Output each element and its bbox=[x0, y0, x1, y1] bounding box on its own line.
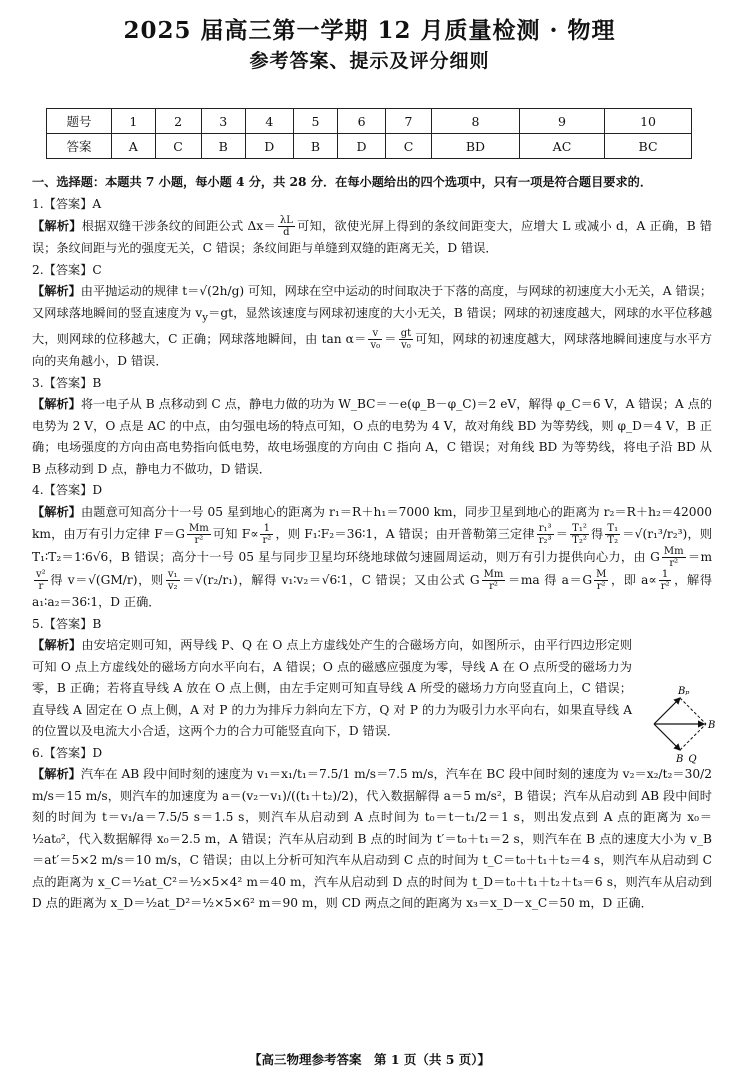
explanation-tag: 【解析】 bbox=[32, 638, 82, 653]
q4-text-d: ＝ bbox=[555, 527, 569, 542]
q4-formula: $\frac{Mm}{\text{r²}}$ bbox=[189, 523, 209, 547]
q4-formula: $\frac{\text{T₁}}{\text{T₂}}$ bbox=[607, 523, 619, 547]
explanation-tag: 【解析】 bbox=[32, 397, 81, 412]
q4-formula: $\frac{Mm}{\text{r²}}$ bbox=[483, 569, 504, 593]
q2-explanation: 【解析】由平抛运动的规律 t＝√(2h/g) 可知，网球在空中运动的时间取决于下落的高度，与网球的初速度大小无关，A 错误；又网球落地瞬间的竖直速度为 $v_y=gt$，显然该速度与网球初速度的大小无关，B 错误；网球的初速度越大，网球的水平位移越大，则网球的位移越大，C 正确；网球落地瞬间，由 tan α＝ $\frac{v}{\text{v₀}}$ ＝ $\frac{gt}{\text{v₀}}$ 可知，网球的初速度越大，网球落地瞬间速度与水平方向的夹角越小，D 错误． bbox=[32, 284, 713, 369]
q4-text-j: ＝ma 得 a＝G bbox=[507, 573, 593, 588]
table-cell: 5 bbox=[293, 109, 337, 134]
table-cell: 4 bbox=[245, 109, 293, 134]
label-bq: B_Q bbox=[676, 754, 697, 764]
table-cell: 10 bbox=[605, 109, 692, 134]
explanation-tag: 【解析】 bbox=[32, 767, 81, 782]
explanation-tag: 【解析】 bbox=[32, 219, 82, 233]
q1-explanation bbox=[32, 215, 712, 260]
q3-text: 将一电子从 B 点移动到 C 点，静电力做的功为 W_BC＝－e(φ_B－φ_C)＝2 eV，解得 φ_C＝6 V，A 错误；A 点的电势为 2 V，O 点是 AC 的中点，由匀强电场的特点可知，O 点的电势为 4 V，故对角线 BD 为等势线，则 φ_D＝4 V，B 正确；电场强度的方向由高电势指向低电势，故电场强度的方向由 C 指向 A，C 错误；对角线 BD 为等势线，将电子沿 BD 从 B 点移动到 D 点，静电力不做功，D 错误． bbox=[32, 397, 713, 476]
table-cell: B bbox=[293, 134, 337, 159]
q4-formula: $\frac{1}{\text{r²}}$ bbox=[660, 569, 670, 593]
table-cell: D bbox=[338, 134, 386, 159]
table-cell: 2 bbox=[155, 109, 201, 134]
q2-text-a: 由平抛运动的规律 t＝√(2h/g) 可知，网球在空中运动的时间取决于下落的高度，与网球的初速度大小无关，A 错误；又网球落地瞬间的竖直速度为 v bbox=[32, 284, 713, 320]
page-subtitle: 参考答案、提示及评分细则 bbox=[249, 50, 490, 72]
q4-text-a: 由题意可知高分十一号 05 星到地心的距离为 r₁＝R＋h₁＝7000 km，同步卫星到地心的距离为 r₂＝R＋h₂＝42000 km，由万有引力定律 F＝G bbox=[32, 504, 712, 542]
solutions-body bbox=[32, 172, 712, 915]
q1-answer: 1.【答案】A bbox=[32, 196, 102, 211]
table-cell: C bbox=[386, 134, 432, 159]
table-cell: C bbox=[155, 134, 201, 159]
q4-formula: $\frac{\text{r₁³}}{\text{r₂³}}$ bbox=[538, 523, 552, 547]
q4-text-k: ，即 a∝ bbox=[610, 573, 657, 588]
q2-text-b: ＝gt，显然该速度与网球初速度的大小无关，B 错误；网球的初速度越大，网球的水平位移越大，则网球的位移越大，C 正确；网球落地瞬间，由 tan α＝ bbox=[32, 305, 713, 347]
q4-text-i: ＝√(r₂/r₁)，解得 v₁∶v₂＝√6∶1，C 错误；又由公式 G bbox=[181, 573, 480, 588]
section-heading: 一、选择题：本题共 7 小题，每小题 4 分，共 28 分．在每小题给出的四个选项中，只有一项是符合题目要求的． bbox=[32, 175, 653, 189]
field-vector-bq bbox=[654, 724, 680, 750]
table-cell: 1 bbox=[112, 109, 156, 134]
q6-text: 汽车在 AB 段中间时刻的速度为 v₁＝x₁/t₁＝7.5/1 m/s＝7.5 m/s，汽车在 BC 段中间时刻的速度为 v₂＝x₂/t₂＝30/2 m/s＝15 m/s，则汽车的加速度为 a＝(v₂－v₁)/((t₁＋t₂)/2)，代入数据解得 a＝5 m/s²，B 错误；汽车从启动到 AB 段中间时刻的时间为 t＝v₁/a＝7.5/5 s＝1.5 s，则汽车从启动到 A 点时间为 t₀＝t－t₁/2＝1 s，则出发点到 A 点的距离为 x₀＝½at₀²，代入数据解得 x₀＝2.5 m，A 错误；汽车从启动到 B 点的时间为 t′＝t₀＋t₁＝2 s，则汽车在 B 点的速度大小为 v_B＝at′＝5×2 m/s＝10 m/s，C 错误；由以上分析可知汽车从启动到 C 点的时间为 t_C＝t₀＋t₁＋t₂＝4 s，则汽车从启动到 C 点的距离为 x_C＝½at_C²＝½×5×4² m＝40 m，汽车从启动到 D 点的时间为 t_D＝t₀＋t₁＋t₂＋t₃＝6 s，则汽车从启动到 D 点的距离为 x_D＝½at_D²＝½×5×6² m＝90 m，则 CD 两点之间的距离为 x₃＝x_D－x_C＝50 m，D 正确． bbox=[32, 767, 712, 911]
table-cell: D bbox=[245, 134, 293, 159]
q6-answer: 6.【答案】D bbox=[32, 745, 103, 760]
label-b: B bbox=[708, 720, 716, 731]
q5-explanation bbox=[32, 635, 632, 743]
magnetic-field-diagram bbox=[640, 684, 720, 764]
q4-formula: $\frac{M}{\text{r²}}$ bbox=[596, 569, 607, 593]
row-label-answer: 答案 bbox=[47, 134, 112, 159]
page-title: 2025 届高三第一学期 12 月质量检测 · 物理 bbox=[123, 17, 616, 44]
parallelogram-edge bbox=[680, 724, 706, 750]
q5-text: 由安培定则可知，两导线 P、Q 在 O 点上方虚线处产生的合磁场方向，如图所示，由平行四边形定则可知 O 点上方虚线处的磁场方向水平向右，A 错误；O 点的磁感应强度为零，导线 A 在 O 点所受的磁场力为零，B 正确；若将直导线 A 放在 O 点上侧，由左手定则可知直导线 A 所受的磁场力方向竖直向上，C 错误；直导线 A 固定在 O 点上侧，A 对 P 的力为排斥力斜向左下方，Q 对 P 的力为吸引力水平向右，如果直导线 A 的位置以及电流大小合适，这两个力的合力可能竖直向下，D 错误． bbox=[32, 638, 633, 739]
q4-formula: $\frac{\text{v₁}}{\text{v₂}}$ bbox=[167, 569, 178, 593]
page-footer: 【高三物理参考答案 第 1 页（共 5 页）】 bbox=[248, 1052, 491, 1067]
answer-row bbox=[47, 134, 692, 159]
field-vector-bp bbox=[654, 698, 680, 724]
q4-formula: $\frac{\text{v²}}{r}$ bbox=[36, 569, 46, 593]
answer-table bbox=[46, 108, 692, 159]
q4-text-g: ＝m bbox=[687, 550, 712, 565]
q4-text-h: 得 v＝√(GM/r)，则 bbox=[49, 573, 164, 588]
q2-text-c: 可知，网球的初速度越大，网球落地瞬间速度与水平方向的夹角越小，D 错误． bbox=[32, 332, 713, 369]
row-label-number: 题号 bbox=[47, 109, 112, 134]
q1-text-b: 可知，欲使光屏上得到的条纹间距变大，应增大 L 或减小 d，A 正确，B 错误；条纹间距与光的强度无关，C 错误；条纹间距与单缝到双缝的距离无关，D 错误． bbox=[32, 219, 712, 255]
q1-text-a: 根据双缝干涉条纹的间距公式 Δx＝ bbox=[81, 219, 276, 233]
q6-explanation bbox=[32, 764, 712, 915]
parallelogram-edge bbox=[680, 698, 706, 724]
label-bp: Bₚ bbox=[678, 686, 690, 697]
explanation-tag: 【解析】 bbox=[32, 504, 82, 519]
q4-text-c: ，则 F₁∶F₂＝36∶1，A 错误；由开普勒第三定律 bbox=[275, 527, 535, 542]
table-cell: BD bbox=[432, 134, 520, 159]
table-cell: 8 bbox=[432, 109, 520, 134]
q4-answer: 4.【答案】D bbox=[32, 483, 103, 498]
table-cell: 3 bbox=[201, 109, 245, 134]
q3-answer: 3.【答案】B bbox=[32, 375, 102, 390]
table-cell: AC bbox=[519, 134, 604, 159]
q4-formula: $\frac{\text{T₁²}}{\text{T₂²}}$ bbox=[572, 523, 587, 547]
table-cell: 7 bbox=[386, 109, 432, 134]
q5-answer: 5.【答案】B bbox=[32, 616, 102, 631]
q2-formula-1: $\frac{v}{\text{v₀}}$ bbox=[370, 328, 381, 352]
q4-text-b: 可知 F∝ bbox=[212, 527, 259, 542]
q2-formula-2: $\frac{gt}{\text{v₀}}$ bbox=[400, 328, 412, 352]
q4-text-l: ，解得 a₁∶a₂＝36∶1，D 正确． bbox=[32, 573, 713, 610]
table-cell: BC bbox=[605, 134, 692, 159]
q4-formula: $\frac{Mm}{\text{r²}}$ bbox=[663, 546, 684, 570]
q2-answer: 2.【答案】C bbox=[32, 262, 102, 277]
table-cell: 6 bbox=[338, 109, 386, 134]
q4-text-f: ＝√(r₁³/r₂³)，则 T₁∶T₂＝1∶6√6，B 错误；高分十一号 05 星与同步卫星均环绕地球做匀速圆周运动，则万有引力提供向心力，由 G bbox=[32, 527, 713, 565]
table-cell: B bbox=[201, 134, 245, 159]
q4-explanation bbox=[32, 502, 712, 614]
q1-formula: $\frac{\lambda L}{d}$ bbox=[279, 215, 293, 238]
q4-text-e: 得 bbox=[590, 527, 604, 542]
table-cell: A bbox=[112, 134, 156, 159]
q4-formula: $\frac{1}{\text{r²}}$ bbox=[262, 523, 272, 547]
q3-explanation bbox=[32, 394, 712, 480]
explanation-tag: 【解析】 bbox=[32, 284, 81, 298]
table-cell: 9 bbox=[519, 109, 604, 134]
question-number-row bbox=[47, 109, 692, 134]
